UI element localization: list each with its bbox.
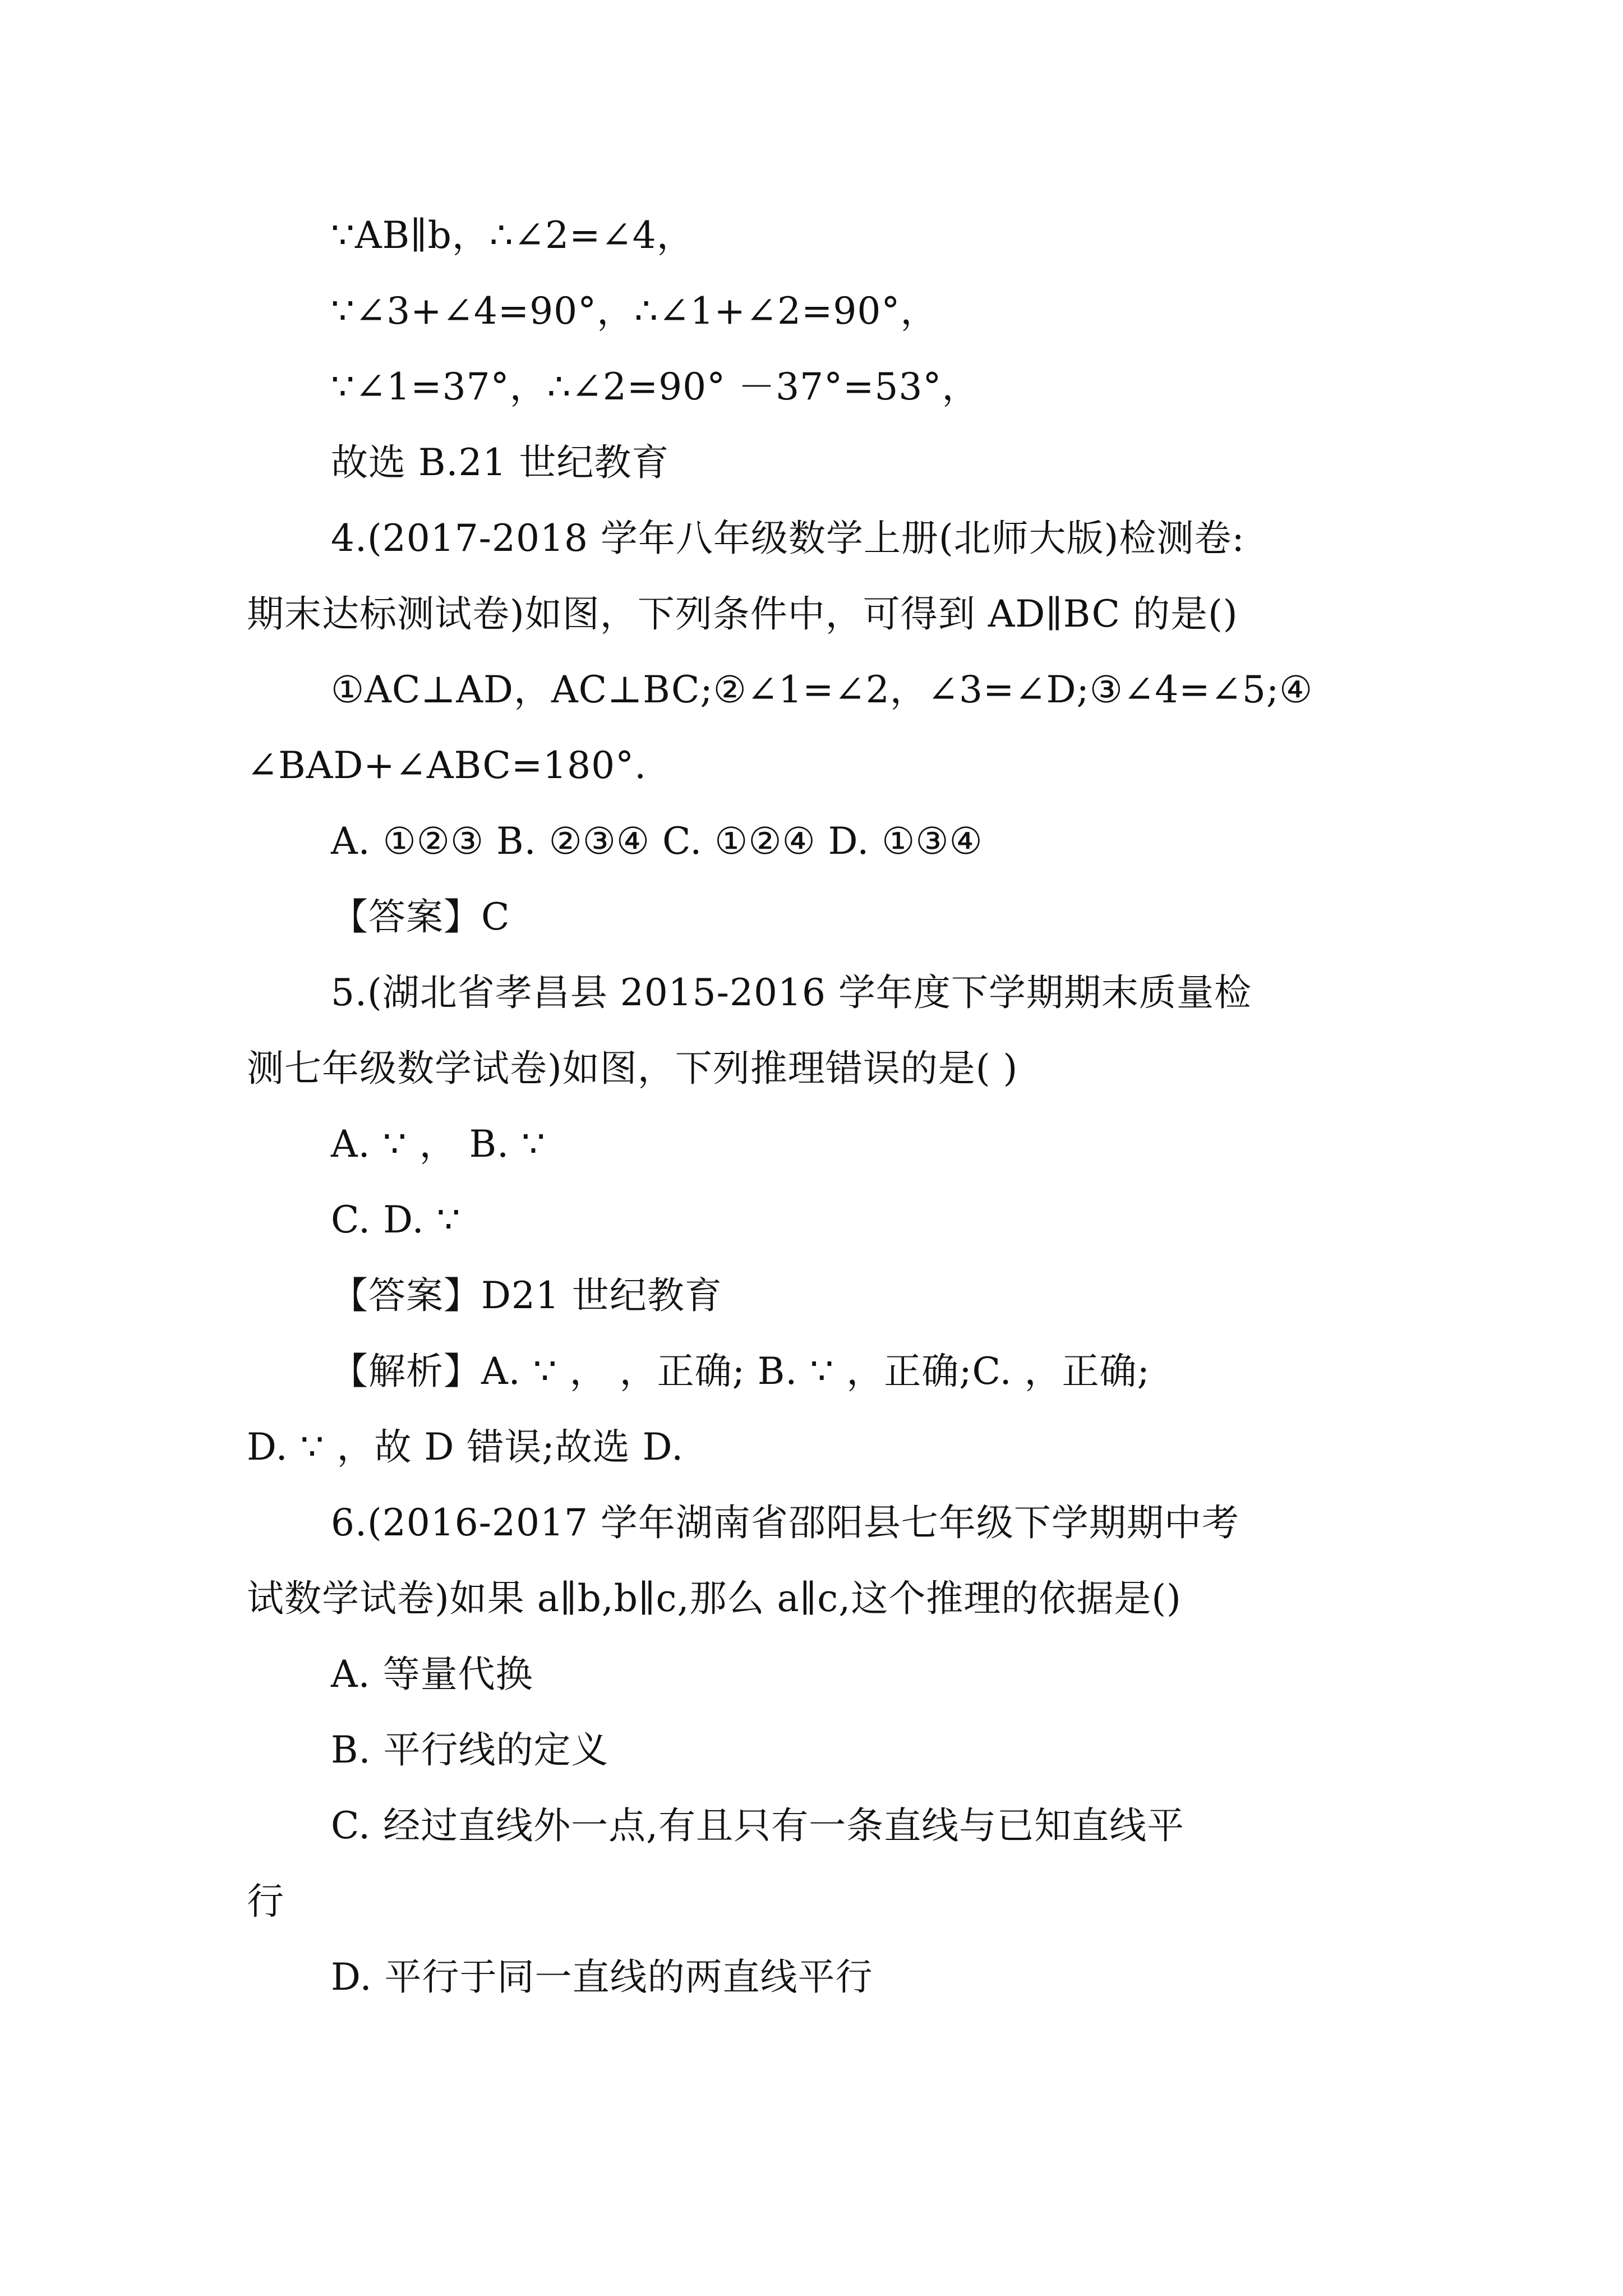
question-4-conditions-line-2: ∠BAD+∠ABC=180°. bbox=[247, 744, 647, 787]
question-5-options-cd: C. D. ∵ bbox=[331, 1198, 461, 1241]
question-5-line-2: 测七年级数学试卷)如图，下列推理错误的是( ) bbox=[247, 1047, 1018, 1090]
text-line: 故选 B.21 世纪教育 bbox=[331, 441, 670, 484]
question-4-line-2: 期末达标测试卷)如图，下列条件中，可得到 AD∥BC 的是() bbox=[247, 592, 1238, 636]
question-6-option-a: A. 等量代换 bbox=[331, 1653, 533, 1696]
question-4-line-1: 4.(2017-2018 学年八年级数学上册(北师大版)检测卷: bbox=[331, 517, 1245, 560]
text-line: ∵AB∥b，∴∠2=∠4， bbox=[331, 214, 694, 257]
question-6-option-b: B. 平行线的定义 bbox=[331, 1728, 609, 1772]
question-6-line-2: 试数学试卷)如果 a∥b,b∥c,那么 a∥c,这个推理的依据是() bbox=[247, 1577, 1182, 1620]
question-5-analysis-line-2: D. ∵ ，故 D 错误;故选 D. bbox=[247, 1425, 684, 1469]
question-6-option-c-line-1: C. 经过直线外一点,有且只有一条直线与已知直线平 bbox=[331, 1804, 1185, 1847]
text-line: ∵∠3+∠4=90°，∴∠1+∠2=90°， bbox=[331, 289, 938, 333]
question-6-option-d: D. 平行于同一直线的两直线平行 bbox=[331, 1955, 873, 1999]
text-line: ∵∠1=37°，∴∠2=90° －37°=53°， bbox=[331, 365, 980, 408]
question-4-answer: 【答案】C bbox=[331, 895, 510, 938]
question-4-options: A. ①②③ B. ②③④ C. ①②④ D. ①③④ bbox=[331, 820, 983, 863]
question-5-answer: 【答案】D21 世纪教育 bbox=[331, 1274, 722, 1317]
question-4-conditions-line-1: ①AC⊥AD，AC⊥BC;②∠1=∠2，∠3=∠D;③∠4=∠5;④ bbox=[331, 668, 1313, 711]
question-6-option-c-line-2: 行 bbox=[247, 1880, 284, 1923]
question-6-line-1: 6.(2016-2017 学年湖南省邵阳县七年级下学期期中考 bbox=[331, 1501, 1239, 1544]
question-5-options-ab: A. ∵ ， B. ∵ bbox=[331, 1122, 546, 1166]
question-5-line-1: 5.(湖北省孝昌县 2015-2016 学年度下学期期末质量检 bbox=[331, 971, 1252, 1014]
question-5-analysis-line-1: 【解析】A. ∵ ， ，正确; B. ∵ ，正确;C. ，正确; bbox=[331, 1350, 1150, 1393]
